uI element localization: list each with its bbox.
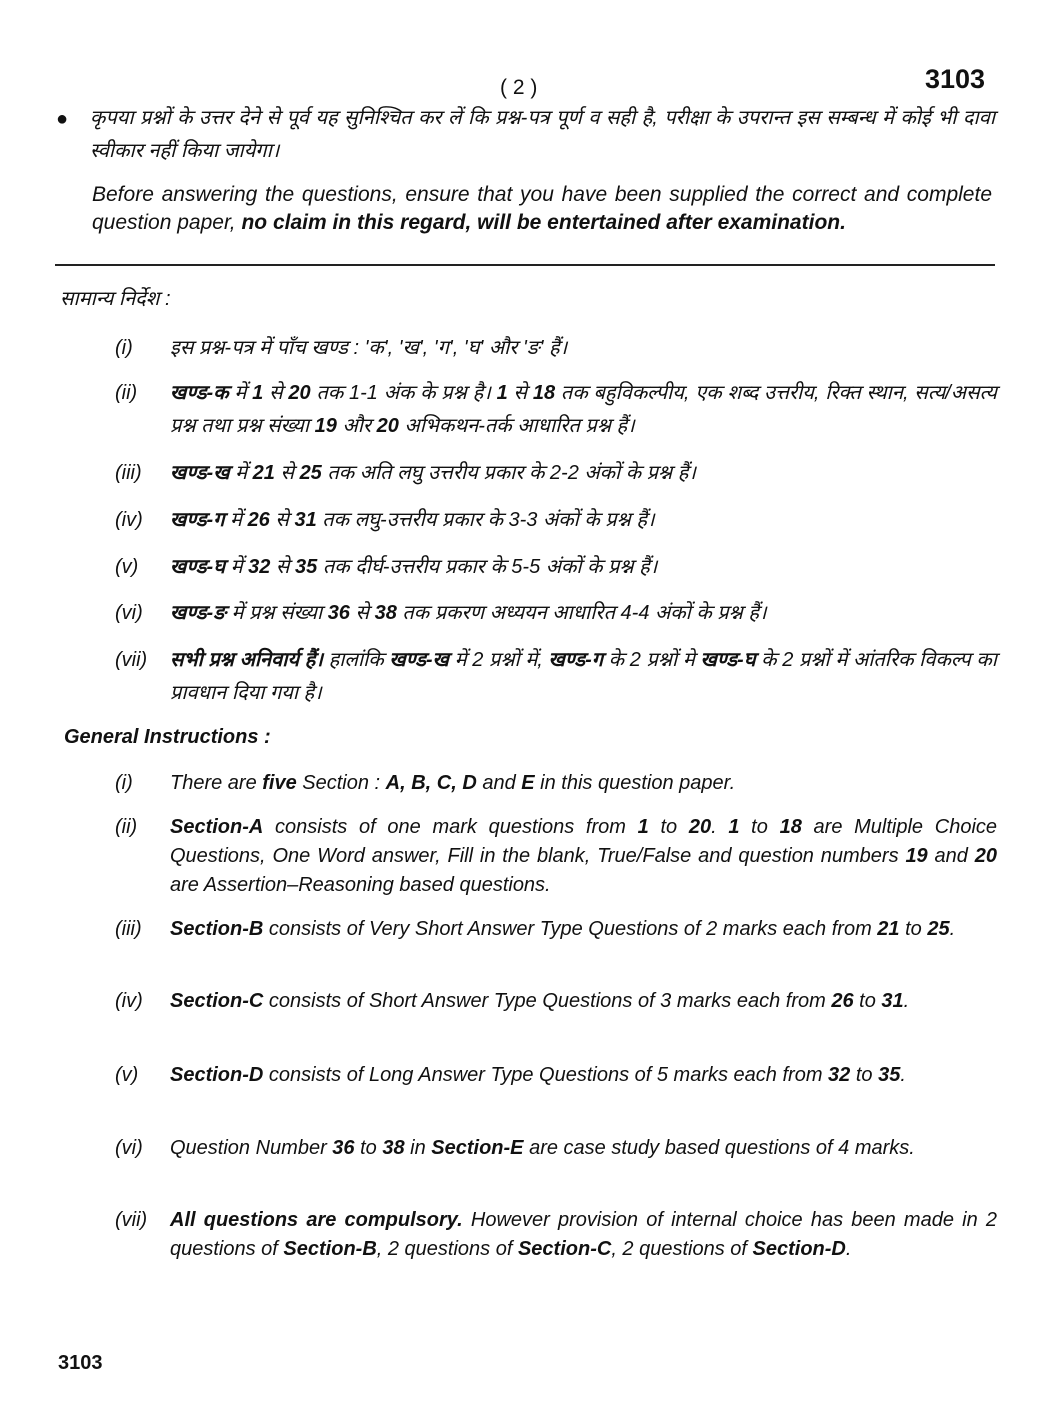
- text-segment: 20: [974, 845, 997, 867]
- instruction-item: [115, 504, 997, 537]
- notice-english-plain: Before answering the questions, ensure that you have been supplied the correct and complete question paper,: [92, 183, 992, 234]
- text-segment: खण्ड-ङ: [170, 602, 226, 624]
- text-segment: five: [262, 772, 297, 794]
- text-segment: 26: [247, 509, 270, 531]
- item-text: [170, 915, 997, 944]
- text-segment: , 2 questions of: [611, 1238, 753, 1260]
- text-segment: अभिकथन-तर्क आधारित प्रश्न हैं।: [398, 415, 635, 437]
- item-text: [170, 504, 997, 537]
- text-segment: 35: [878, 1064, 901, 1086]
- text-segment: to: [648, 816, 689, 838]
- text-segment: खण्ड-घ: [170, 556, 226, 578]
- instruction-item: [115, 644, 997, 710]
- instruction-item: [115, 1061, 997, 1090]
- text-segment: Section :: [296, 772, 386, 794]
- item-text: [170, 987, 997, 1016]
- item-marker: (vi): [115, 602, 143, 624]
- text-segment: में प्रश्न संख्या: [225, 602, 328, 624]
- text-segment: Section-D: [170, 1064, 264, 1086]
- page-number: ( 2 ): [500, 76, 538, 99]
- text-segment: to: [850, 1064, 879, 1086]
- text-segment: से: [269, 509, 295, 531]
- instruction-item: [115, 813, 997, 900]
- text-segment: में: [229, 462, 253, 484]
- text-segment: 21: [877, 918, 900, 940]
- text-segment: से: [507, 382, 533, 404]
- item-text: [170, 597, 997, 630]
- bullet-icon: ●: [56, 108, 69, 130]
- text-segment: Section-B: [283, 1238, 377, 1260]
- text-segment: 1: [637, 816, 649, 838]
- item-marker: (v): [115, 1064, 139, 1086]
- item-marker: (vii): [115, 1209, 148, 1231]
- text-segment: to: [354, 1137, 383, 1159]
- text-segment: 19: [314, 415, 337, 437]
- text-segment: .: [903, 990, 910, 1012]
- text-segment: , 2 questions of: [376, 1238, 518, 1260]
- item-text: [170, 457, 997, 490]
- text-segment: से: [274, 462, 300, 484]
- text-segment: Question Number: [170, 1137, 333, 1159]
- text-segment: are case study based questions of 4 marks.: [523, 1137, 915, 1159]
- text-segment: से: [349, 602, 375, 624]
- text-segment: in: [404, 1137, 432, 1159]
- text-segment: Section-C: [170, 990, 264, 1012]
- text-segment: are Multiple Choice Questions, One Word answer, Fill in the blank, True/False and question numbers: [170, 816, 998, 867]
- item-text: [170, 1134, 997, 1163]
- text-segment: तक दीर्घ-उत्तरीय प्रकार के 5-5 अंकों के प्रश्न हैं।: [317, 556, 658, 578]
- text-segment: 38: [374, 602, 397, 624]
- text-segment: के 2 प्रश्नों मे: [603, 649, 701, 671]
- item-text: [170, 551, 997, 584]
- text-segment: .: [845, 1238, 852, 1260]
- instruction-item: [115, 597, 997, 630]
- text-segment: 20: [376, 415, 399, 437]
- item-marker: (v): [115, 556, 139, 578]
- item-marker: (ii): [115, 816, 138, 838]
- instruction-item: [115, 332, 997, 365]
- item-marker: (ii): [115, 382, 138, 404]
- text-segment: खण्ड-ग: [170, 509, 225, 531]
- text-segment: 32: [828, 1064, 851, 1086]
- item-text: [170, 769, 997, 798]
- text-segment: Section-C: [517, 1238, 612, 1260]
- text-segment: 35: [295, 556, 318, 578]
- text-segment: 18: [532, 382, 556, 404]
- text-segment: and: [927, 845, 975, 867]
- item-text: [170, 813, 997, 900]
- text-segment: 32: [248, 556, 271, 578]
- text-segment: .: [900, 1064, 906, 1086]
- footer-paper-code: 3103: [58, 1352, 103, 1374]
- text-segment: 1: [496, 382, 508, 404]
- item-text: [170, 1061, 997, 1090]
- divider: [55, 264, 995, 266]
- instruction-item: [115, 1206, 997, 1264]
- text-segment: Section-B: [170, 918, 264, 940]
- item-text: [170, 644, 997, 710]
- item-marker: (iii): [115, 918, 142, 940]
- instruction-item: [115, 457, 997, 490]
- text-segment: to: [853, 990, 882, 1012]
- text-segment: E: [521, 772, 535, 794]
- text-segment: Section-A: [170, 816, 264, 838]
- text-segment: खण्ड-ख: [389, 649, 449, 671]
- item-text: [170, 377, 997, 443]
- text-segment: तक लघु-उत्तरीय प्रकार के 3-3 अंकों के प्रश्न हैं।: [316, 509, 655, 531]
- text-segment: इस प्रश्न-पत्र में पाँच खण्ड : 'क', 'ख', 'ग', 'घ' और 'ङ' हैं।: [170, 337, 568, 359]
- instruction-item: [115, 1134, 997, 1163]
- hindi-heading: सामान्य निर्देश :: [60, 288, 171, 310]
- text-segment: A, B, C, D: [385, 772, 477, 794]
- paper-code: 3103: [925, 64, 986, 94]
- text-segment: .: [949, 918, 956, 940]
- text-segment: consists of one mark questions from: [263, 816, 638, 838]
- text-segment: से: [270, 556, 296, 578]
- text-segment: 20: [288, 382, 311, 404]
- instruction-item: [115, 551, 997, 584]
- text-segment: हालांकि: [322, 649, 390, 671]
- text-segment: consists of Short Answer Type Questions of 3 marks each from: [263, 990, 832, 1012]
- text-segment: तक अति लघु उत्तरीय प्रकार के 2-2 अंकों के प्रश्न हैं।: [321, 462, 696, 484]
- text-segment: All questions are compulsory.: [170, 1209, 463, 1231]
- text-segment: and: [476, 772, 522, 794]
- item-marker: (iii): [115, 462, 142, 484]
- text-segment: तक बहुविकल्पीय, एक शब्द उत्तरीय, रिक्त स्थान, सत्य/असत्य प्रश्न तथा प्रश्न संख्या: [170, 382, 997, 437]
- text-segment: सभी प्रश्न अनिवार्य हैं।: [170, 649, 323, 671]
- text-segment: में 2 प्रश्नों में,: [448, 649, 549, 671]
- text-segment: 25: [299, 462, 322, 484]
- instruction-item: [115, 377, 997, 443]
- text-segment: में: [225, 556, 249, 578]
- text-segment: खण्ड-घ: [700, 649, 756, 671]
- text-segment: However provision of internal choice has been made in 2 questions of: [170, 1209, 997, 1260]
- text-segment: में: [228, 382, 253, 404]
- text-segment: खण्ड-ख: [170, 462, 230, 484]
- item-marker: (vi): [115, 1137, 143, 1159]
- item-marker: (i): [115, 772, 133, 794]
- item-text: [170, 1206, 997, 1264]
- text-segment: 18: [779, 816, 802, 838]
- notice-english: [92, 181, 992, 237]
- text-segment: खण्ड-ग: [548, 649, 604, 671]
- text-segment: में: [224, 509, 248, 531]
- text-segment: 38: [382, 1137, 405, 1159]
- text-segment: 36: [332, 1137, 355, 1159]
- text-segment: तक 1-1 अंक के प्रश्न है।: [310, 382, 497, 404]
- item-marker: (vii): [115, 649, 148, 671]
- text-segment: 1: [728, 816, 740, 838]
- text-segment: Section-D: [752, 1238, 846, 1260]
- text-segment: 31: [294, 509, 317, 531]
- notice-hindi: कृपया प्रश्नों के उत्तर देने से पूर्व यह सुनिश्चित कर लें कि प्रश्न-पत्र पूर्ण व सही है, परीक्षा के उपरान्त इस सम्बन्ध में कोई भी दावा स्वीकार नहीं किया जायेगा।: [90, 107, 995, 162]
- text-segment: 19: [905, 845, 928, 867]
- notice-english-bold: no claim in this regard, will be entertained after examination.: [241, 211, 846, 234]
- text-segment: 25: [927, 918, 950, 940]
- text-segment: 1: [252, 382, 264, 404]
- text-segment: in this question paper.: [534, 772, 736, 794]
- item-marker: (i): [115, 337, 133, 359]
- text-segment: से: [263, 382, 289, 404]
- text-segment: Section-E: [431, 1137, 524, 1159]
- item-text: [170, 332, 997, 365]
- text-segment: to: [739, 816, 780, 838]
- text-segment: consists of Long Answer Type Questions of 5 marks each from: [263, 1064, 829, 1086]
- text-segment: और: [336, 415, 377, 437]
- item-marker: (iv): [115, 509, 143, 531]
- text-segment: 21: [252, 462, 275, 484]
- instruction-item: [115, 915, 997, 944]
- instruction-item: [115, 987, 997, 1016]
- instruction-item: [115, 769, 997, 798]
- text-segment: to: [899, 918, 928, 940]
- text-segment: 31: [881, 990, 904, 1012]
- text-segment: के 2 प्रश्नों में आंतरिक विकल्प का प्रावधान दिया गया है।: [170, 649, 997, 704]
- english-heading: General Instructions :: [64, 726, 271, 748]
- text-segment: There are: [170, 772, 263, 794]
- text-segment: खण्ड-क: [170, 382, 229, 404]
- text-segment: are Assertion–Reasoning based questions.: [170, 874, 551, 896]
- text-segment: 36: [327, 602, 350, 624]
- text-segment: 26: [831, 990, 854, 1012]
- text-segment: तक प्रकरण अध्ययन आधारित 4-4 अंकों के प्रश्न हैं।: [396, 602, 767, 624]
- item-marker: (iv): [115, 990, 143, 1012]
- text-segment: .: [711, 816, 729, 838]
- text-segment: consists of Very Short Answer Type Questions of 2 marks each from: [263, 918, 878, 940]
- text-segment: 20: [688, 816, 712, 838]
